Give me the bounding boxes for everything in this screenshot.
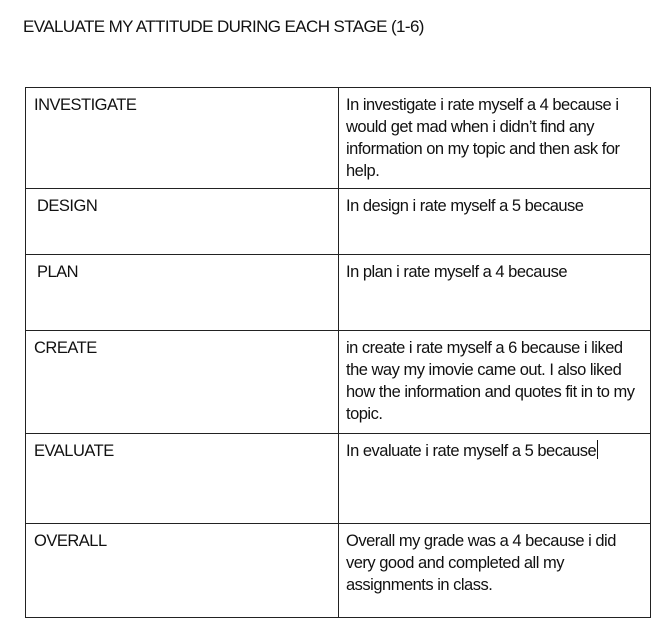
comment-cell[interactable] [339, 88, 651, 189]
stage-label: CREATE [34, 339, 97, 357]
comment-text: In design i rate myself a 5 because [346, 197, 584, 215]
comment-text-active [339, 434, 650, 462]
table-row-create [26, 331, 651, 434]
table-row-investigate [26, 88, 651, 189]
stage-cell[interactable] [26, 88, 339, 189]
comment-cell[interactable] [339, 434, 651, 524]
table-row-plan [26, 255, 651, 331]
comment-text: in create i rate myself a 6 because i liked the way my imovie came out. I also liked how the information and quotes fit in to my topic. [346, 339, 635, 423]
comment-text: In investigate i rate myself a 4 because i would get mad when i didn’t find any information on my topic and then ask for help. [346, 96, 620, 180]
comment-cell[interactable] [339, 524, 651, 618]
page-title: EVALUATE MY ATTITUDE DURING EACH STAGE (1-6) [23, 17, 424, 36]
comment-cell[interactable] [339, 331, 651, 434]
stage-label: OVERALL [34, 532, 107, 550]
comment-cell[interactable] [339, 255, 651, 331]
stage-evaluation-table [25, 87, 651, 618]
table-row-evaluate [26, 434, 651, 524]
text-cursor [597, 440, 598, 459]
stage-label: PLAN [37, 263, 79, 281]
stage-cell[interactable] [26, 189, 339, 255]
stage-cell[interactable] [26, 255, 339, 331]
stage-label: INVESTIGATE [34, 96, 137, 114]
comment-text: In evaluate i rate myself a 5 because [346, 442, 597, 460]
comment-cell[interactable] [339, 189, 651, 255]
stage-cell[interactable] [26, 434, 339, 524]
table-row-design [26, 189, 651, 255]
table-row-overall [26, 524, 651, 618]
stage-label: EVALUATE [34, 442, 114, 460]
stage-cell[interactable] [26, 331, 339, 434]
comment-text: In plan i rate myself a 4 because [346, 263, 568, 281]
comment-text: Overall my grade was a 4 because i did very good and completed all my assignments in class. [346, 532, 616, 594]
stage-cell[interactable] [26, 524, 339, 618]
stage-label: DESIGN [37, 197, 98, 215]
